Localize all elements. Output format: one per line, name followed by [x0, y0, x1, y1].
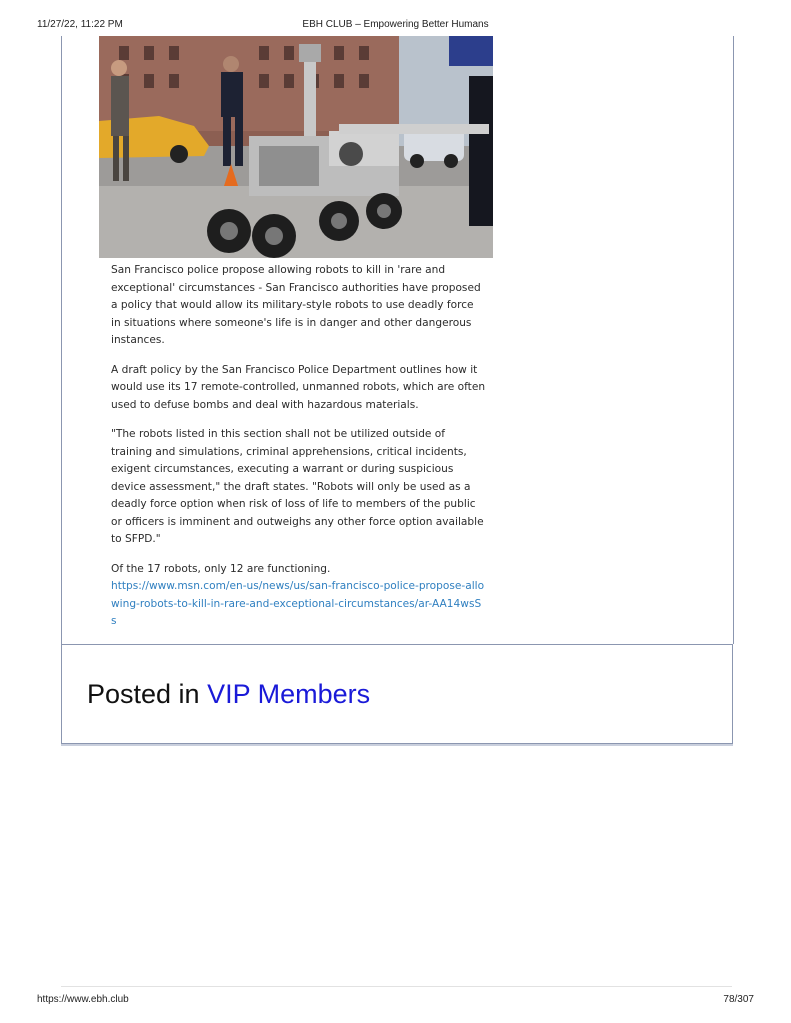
article-closing-line: Of the 17 robots, only 12 are functioning.: [111, 562, 331, 575]
post-category-box: [61, 644, 733, 744]
print-page-number: 78/307: [723, 994, 754, 1005]
footer-divider: [61, 986, 732, 987]
posted-in-line: [87, 679, 370, 710]
police-robot-photo: [99, 36, 493, 258]
print-url: https://www.ebh.club: [37, 994, 129, 1005]
article-paragraph: A draft policy by the San Francisco Police Department outlines how it would use its 17 remote-controlled, unmanned robots, which are often used to defuse bombs and deal with hazardous materials.: [111, 363, 486, 411]
posted-in-label: Posted in: [87, 679, 200, 709]
print-page-title: EBH CLUB – Empowering Better Humans: [302, 19, 489, 30]
source-link[interactable]: https://www.msn.com/en-us/news/us/san-francisco-police-propose-allowing-robots-to-kill-in-rare-and-exceptional-circumstances/ar-AA14wsSs: [111, 580, 485, 627]
article-paragraph: "The robots listed in this section shall not be utilized outside of training and simulations, criminal apprehensions, critical incidents, exigent circumstances, executing a warrant or during suspicious device assessment," the draft states. "Robots will only be used as a deadly force option when risk of loss of life to members of the public or officers is imminent and outweighs any other force option available to SFPD.": [111, 428, 484, 545]
category-link-vip-members[interactable]: VIP Members: [207, 679, 371, 709]
print-datetime: 11/27/22, 11:22 PM: [37, 19, 123, 30]
article-body: [111, 262, 486, 631]
article-paragraph: San Francisco police propose allowing robots to kill in 'rare and exceptional' circumstances - San Francisco authorities have proposed a policy that would allow its military-style robots to use deadly force in situations where someone's life is in danger and other dangerous instances.: [111, 264, 481, 346]
